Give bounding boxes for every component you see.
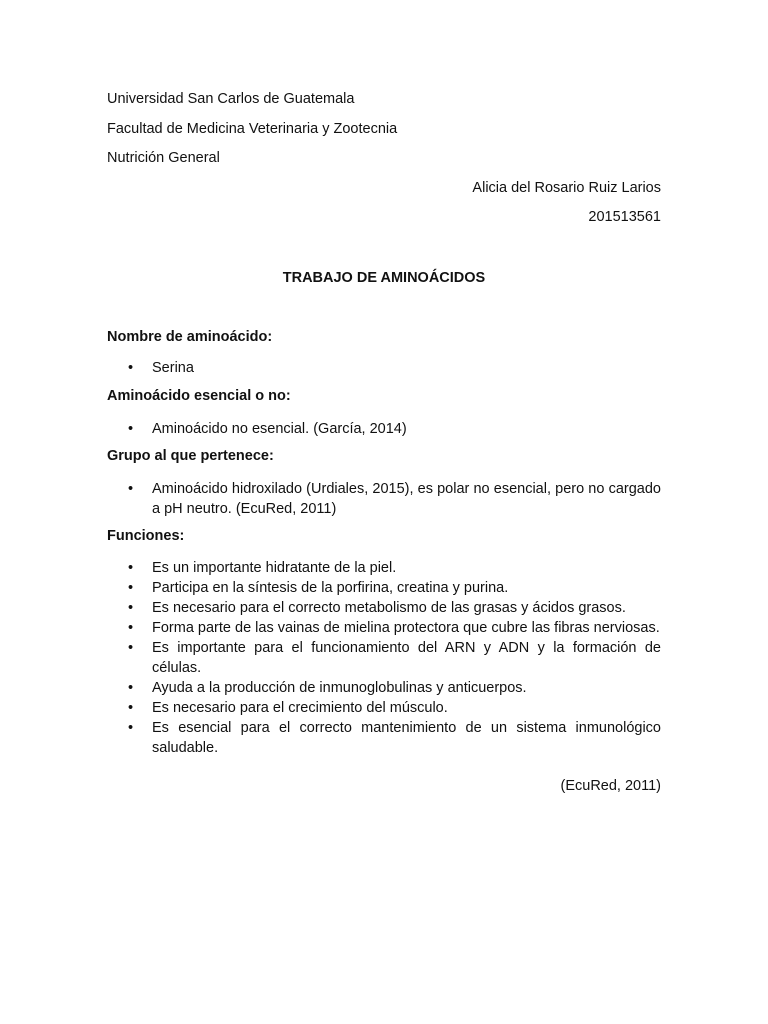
student-id: 201513561 — [588, 209, 661, 225]
list-item: • Ayuda a la producción de inmunoglobulinas y anticuerpos. — [128, 680, 527, 696]
citation: (EcuRed, 2011) — [560, 778, 661, 794]
list-item: • Es importante para el funcionamiento del ARN y ADN y la formación de células. — [128, 640, 661, 676]
bullet-icon: • — [128, 560, 134, 576]
faculty-name: Facultad de Medicina Veterinaria y Zootecnia — [107, 121, 398, 137]
course-name: Nutrición General — [107, 150, 220, 166]
bullet-icon: • — [128, 680, 134, 696]
section-list-name — [107, 358, 661, 378]
list-item: • Es necesario para el correcto metabolismo de las grasas y ácidos grasos. — [128, 600, 626, 616]
section-list-functions — [107, 558, 661, 758]
list-item: • Aminoácido no esencial. (García, 2014) — [128, 421, 407, 437]
bullet-icon: • — [128, 580, 134, 596]
list-item: • Serina — [128, 360, 194, 376]
bullet-icon: • — [128, 360, 134, 376]
bullet-icon: • — [128, 620, 134, 636]
section-heading-group: Grupo al que pertenece: — [107, 448, 274, 464]
bullet-icon: • — [128, 421, 134, 437]
list-item: • Es un importante hidratante de la piel. — [128, 560, 397, 576]
university-name: Universidad San Carlos de Guatemala — [107, 91, 355, 107]
section-list-essential — [107, 419, 661, 439]
bullet-icon: • — [128, 481, 134, 497]
list-item: • Es esencial para el correcto mantenimiento de un sistema inmunológico saludable. — [128, 720, 661, 756]
list-item: • Es necesario para el crecimiento del músculo. — [128, 700, 448, 716]
section-heading-essential: Aminoácido esencial o no: — [107, 388, 291, 404]
list-item: • Aminoácido hidroxilado (Urdiales, 2015), es polar no esencial, pero no cargado a pH neutro. (EcuRed, 2011) — [128, 481, 661, 517]
section-heading-functions: Funciones: — [107, 528, 185, 544]
document-title: TRABAJO DE AMINOÁCIDOS — [282, 270, 486, 286]
section-list-group — [107, 479, 661, 519]
bullet-icon: • — [128, 700, 134, 716]
bullet-icon: • — [128, 600, 134, 616]
bullet-icon: • — [128, 720, 134, 736]
list-item: • Forma parte de las vainas de mielina protectora que cubre las fibras nerviosas. — [128, 620, 660, 636]
section-heading-name: Nombre de aminoácido: — [107, 329, 273, 345]
author-name: Alicia del Rosario Ruiz Larios — [472, 180, 661, 196]
list-item: • Participa en la síntesis de la porfirina, creatina y purina. — [128, 580, 509, 596]
bullet-icon: • — [128, 640, 134, 656]
